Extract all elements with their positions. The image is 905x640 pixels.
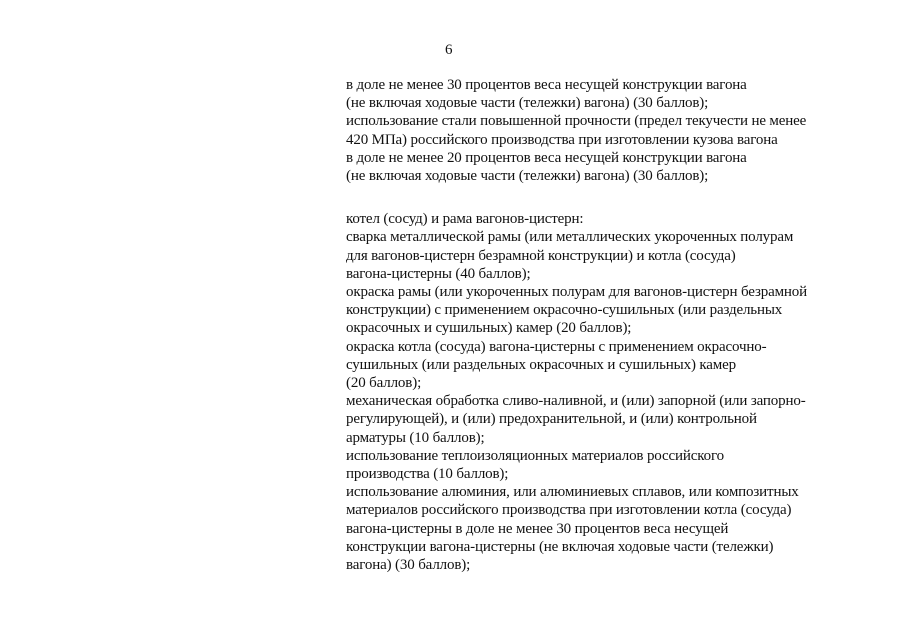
paragraph-group-1 bbox=[346, 76, 886, 185]
text-line: использование стали повышенной прочности (предел текучести не менее bbox=[346, 113, 807, 130]
text-line: (не включая ходовые части (тележки) вагона) (30 баллов); bbox=[346, 168, 709, 185]
text-line: производства (10 баллов); bbox=[346, 466, 509, 483]
paragraph-gap bbox=[346, 185, 886, 210]
text-line: вагона-цистерны в доле не менее 30 процентов веса несущей bbox=[346, 520, 729, 537]
document-body bbox=[346, 76, 886, 574]
text-line: арматуры (10 баллов); bbox=[346, 429, 485, 446]
text-line: регулирующей), и (или) предохранительной, и (или) контрольной bbox=[346, 411, 757, 428]
text-line: использование алюминия, или алюминиевых сплавов, или композитных bbox=[346, 484, 799, 501]
text-line: котел (сосуд) и рама вагонов-цистерн: bbox=[346, 211, 584, 228]
text-line: конструкции) с применением окрасочно-сушильных (или раздельных bbox=[346, 302, 783, 319]
text-line: 420 МПа) российского производства при изготовлении кузова вагона bbox=[346, 131, 778, 148]
text-line: использование теплоизоляционных материалов российского bbox=[346, 447, 725, 464]
text-line: механическая обработка сливо-наливной, и (или) запорной (или запорно- bbox=[346, 393, 806, 410]
text-line: вагона-цистерны (40 баллов); bbox=[346, 265, 531, 282]
text-line: сушильных (или раздельных окрасочных и сушильных) камер bbox=[346, 356, 737, 373]
text-line: окраска рамы (или укороченных полурам для вагонов-цистерн безрамной bbox=[346, 284, 808, 301]
text-line: конструкции вагона-цистерны (не включая ходовые части (тележки) bbox=[346, 538, 774, 555]
text-line: окраска котла (сосуда) вагона-цистерны с применением окрасочно- bbox=[346, 338, 767, 355]
text-line: в доле не менее 20 процентов веса несущей конструкции вагона bbox=[346, 149, 747, 166]
text-line: окрасочных и сушильных) камер (20 баллов); bbox=[346, 320, 632, 337]
text-line: (20 баллов); bbox=[346, 375, 422, 392]
paragraph-group-2 bbox=[346, 210, 886, 574]
text-line: в доле не менее 30 процентов веса несущей конструкции вагона bbox=[346, 77, 747, 93]
text-line: материалов российского производства при изготовлении котла (сосуда) bbox=[346, 502, 792, 519]
text-line: сварка металлической рамы (или металлических укороченных полурам bbox=[346, 229, 794, 246]
page-number: 6 bbox=[445, 42, 453, 58]
text-line: вагона) (30 баллов); bbox=[346, 557, 471, 574]
text-line: для вагонов-цистерн безрамной конструкции) и котла (сосуда) bbox=[346, 247, 736, 264]
text-line: (не включая ходовые части (тележки) вагона) (30 баллов); bbox=[346, 95, 709, 112]
